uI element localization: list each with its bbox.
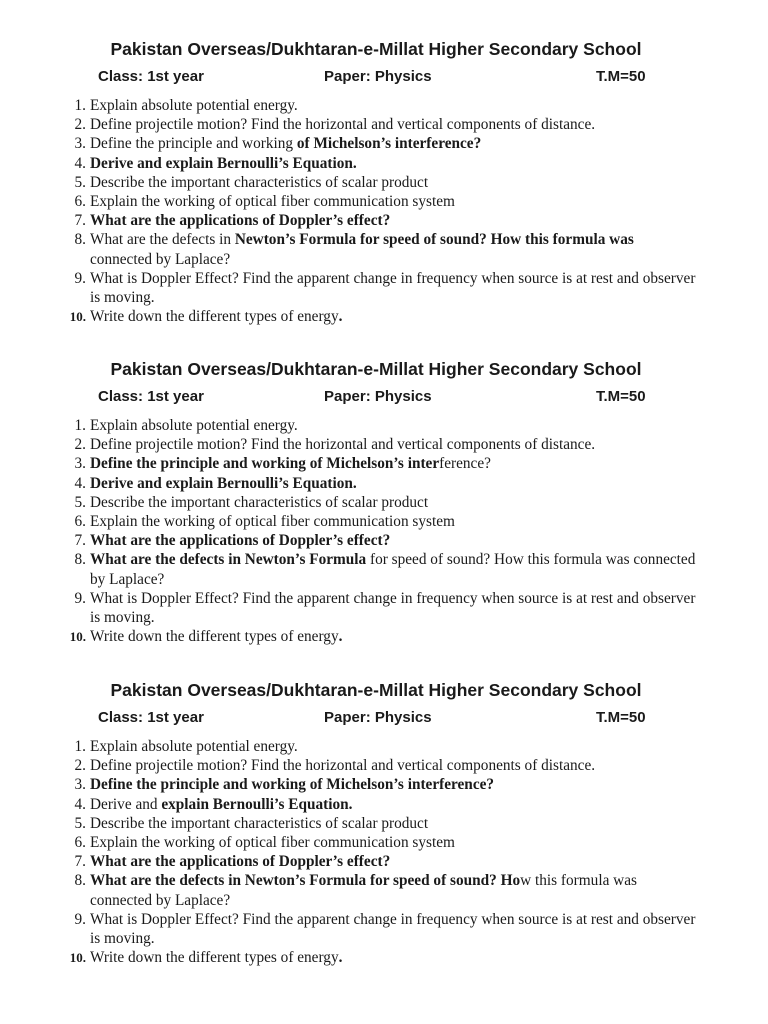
question-text: Write down the different types of energy <box>90 308 339 326</box>
question-text: w this formula was connected by Laplace? <box>90 872 637 909</box>
question-item <box>0 154 698 173</box>
question-number: 6. <box>74 834 86 852</box>
question-item <box>0 627 698 646</box>
question-text: of Michelson’s interference? <box>296 135 482 153</box>
question-number: 8. <box>74 231 86 249</box>
paper-info-row <box>0 388 768 408</box>
question-item <box>0 435 698 454</box>
question-text: Define the principle and working of Michelson’s interference? <box>90 776 495 794</box>
question-text: connected by Laplace? <box>90 250 231 268</box>
question-text: ference? <box>439 455 491 473</box>
question-number: 6. <box>74 193 86 211</box>
question-number: 3. <box>74 135 86 153</box>
question-text: Write down the different types of energy <box>90 949 339 967</box>
question-text: Explain absolute potential energy. <box>90 738 298 755</box>
question-text: What are the applications of Doppler’s effect? <box>90 212 391 230</box>
question-number: 5. <box>74 814 86 832</box>
question-item <box>0 474 698 493</box>
paper-label: Paper: Physics <box>324 709 432 726</box>
question-item <box>0 493 698 512</box>
question-item <box>0 211 698 230</box>
question-list <box>0 416 698 646</box>
question-number: 3. <box>74 455 86 473</box>
question-number: 7. <box>74 853 86 871</box>
question-text: Describe the important characteristics of scalar product <box>90 493 429 511</box>
question-number: 3. <box>74 776 86 794</box>
question-text: What is Doppler Effect? Find the apparent change in frequency when source is at rest and observer is moving. <box>90 589 696 627</box>
question-item <box>0 512 698 531</box>
school-title: Pakistan Overseas/Dukhtaran-e-Millat Higher Secondary School <box>110 39 642 59</box>
paper-info-row <box>0 68 768 88</box>
question-number: 2. <box>74 757 86 775</box>
question-text: Explain absolute potential energy. <box>90 97 298 114</box>
question-number: 6. <box>74 513 86 531</box>
question-text: explain Bernoulli’s Equation. <box>161 795 353 813</box>
question-text: . <box>338 949 343 967</box>
question-item <box>0 454 698 473</box>
question-text: Explain the working of optical fiber communication system <box>90 193 455 211</box>
question-list <box>0 737 698 967</box>
question-item <box>0 910 698 948</box>
question-number: 10. <box>69 629 86 645</box>
question-text: Define the principle and working of Michelson’s inter <box>90 455 440 473</box>
question-item <box>0 871 698 909</box>
class-label: Class: 1st year <box>98 388 204 405</box>
question-text: Describe the important characteristics of scalar product <box>90 814 429 832</box>
question-item <box>0 307 698 326</box>
question-item <box>0 115 698 134</box>
question-number: 8. <box>74 872 86 890</box>
question-text: What are the applications of Doppler’s effect? <box>90 532 391 550</box>
question-list <box>0 96 698 326</box>
question-item <box>0 96 698 115</box>
question-number: 9. <box>74 589 86 607</box>
question-text: What are the defects in Newton’s Formula <box>90 551 367 569</box>
question-text: Derive and explain Bernoulli’s Equation. <box>90 154 357 172</box>
paper-label: Paper: Physics <box>324 388 432 405</box>
question-text: Define projectile motion? Find the horizontal and vertical components of distance. <box>90 757 596 775</box>
question-item <box>0 852 698 871</box>
question-text: . <box>338 308 343 326</box>
question-number: 1. <box>74 417 86 434</box>
question-text: Explain the working of optical fiber communication system <box>90 513 455 531</box>
paper-label: Paper: Physics <box>324 68 432 85</box>
question-text: Derive and explain Bernoulli’s Equation. <box>90 474 357 492</box>
question-number: 1. <box>74 738 86 755</box>
question-number: 4. <box>74 474 86 492</box>
question-number: 7. <box>74 532 86 550</box>
question-text: Write down the different types of energy <box>90 628 339 646</box>
school-title: Pakistan Overseas/Dukhtaran-e-Millat Higher Secondary School <box>110 359 642 379</box>
question-item <box>0 775 698 794</box>
question-text: Explain the working of optical fiber communication system <box>90 834 455 852</box>
total-marks-label: T.M=50 <box>596 388 646 405</box>
question-text: Explain absolute potential energy. <box>90 417 298 434</box>
question-number: 9. <box>74 269 86 287</box>
question-text: Define projectile motion? Find the horizontal and vertical components of distance. <box>90 116 596 134</box>
question-text: . <box>338 628 343 646</box>
school-title: Pakistan Overseas/Dukhtaran-e-Millat Higher Secondary School <box>110 680 642 700</box>
question-text: What is Doppler Effect? Find the apparent change in frequency when source is at rest and observer is moving. <box>90 269 696 307</box>
question-text: What are the defects in <box>90 231 235 249</box>
question-number: 5. <box>74 493 86 511</box>
question-item <box>0 756 698 775</box>
question-item <box>0 948 698 967</box>
question-text: for speed of sound? How this formula was connected by Laplace? <box>90 551 696 588</box>
question-item <box>0 550 698 588</box>
question-text: Define projectile motion? Find the horizontal and vertical components of distance. <box>90 436 596 454</box>
question-item <box>0 795 698 814</box>
question-text: Describe the important characteristics of scalar product <box>90 173 429 191</box>
question-item <box>0 833 698 852</box>
question-item <box>0 134 698 153</box>
question-text: Derive and <box>90 795 162 813</box>
paper-info-row <box>0 709 768 729</box>
question-number: 8. <box>74 551 86 569</box>
question-item <box>0 416 698 435</box>
question-number: 2. <box>74 116 86 134</box>
question-item <box>0 531 698 550</box>
question-item <box>0 737 698 756</box>
question-number: 1. <box>74 97 86 114</box>
question-text: What are the defects in Newton’s Formula for speed of sound? Ho <box>90 872 521 890</box>
question-number: 7. <box>74 212 86 230</box>
question-number: 4. <box>74 154 86 172</box>
question-number: 5. <box>74 173 86 191</box>
total-marks-label: T.M=50 <box>596 68 646 85</box>
question-text: What are the applications of Doppler’s effect? <box>90 853 391 871</box>
question-text: Newton’s Formula for speed of sound? How this formula was <box>234 231 634 249</box>
class-label: Class: 1st year <box>98 709 204 726</box>
question-number: 9. <box>74 910 86 928</box>
question-item <box>0 814 698 833</box>
question-text: What is Doppler Effect? Find the apparent change in frequency when source is at rest and observer is moving. <box>90 910 696 948</box>
question-item <box>0 173 698 192</box>
question-item <box>0 269 698 307</box>
question-item <box>0 192 698 211</box>
total-marks-label: T.M=50 <box>596 709 646 726</box>
question-number: 10. <box>69 309 86 325</box>
class-label: Class: 1st year <box>98 68 204 85</box>
question-number: 10. <box>69 950 86 966</box>
question-item <box>0 230 698 268</box>
question-number: 2. <box>74 436 86 454</box>
question-text: Define the principle and working <box>90 135 297 153</box>
question-item <box>0 589 698 627</box>
question-number: 4. <box>74 795 86 813</box>
